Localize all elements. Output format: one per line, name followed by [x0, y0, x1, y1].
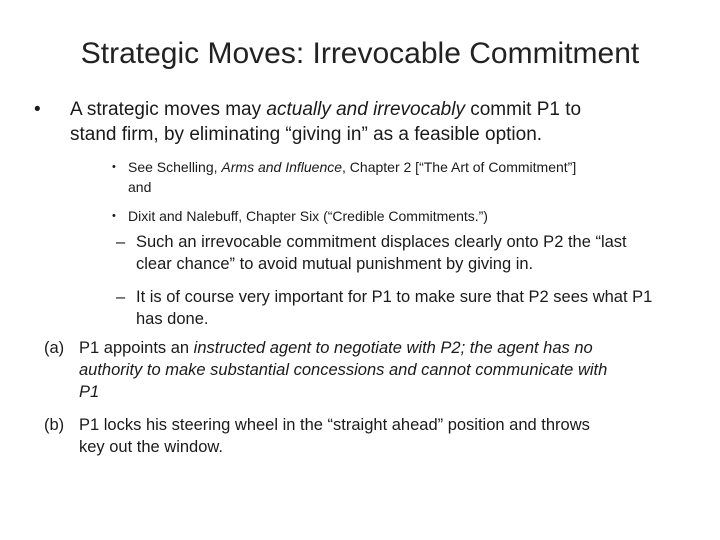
- book-title: Arms and Influence: [221, 159, 343, 175]
- item-line-1: P1 locks his steering wheel in the “straight ahead” position and throws: [79, 416, 590, 434]
- bullet-marker: •: [112, 210, 116, 222]
- item-marker: (b): [44, 416, 65, 434]
- text-segment: , Chapter 2 [“The Art of Commitment”]: [342, 159, 577, 175]
- text-segment: See Schelling,: [128, 159, 222, 175]
- dash-marker: –: [116, 288, 126, 306]
- text-segment: commit P1 to: [464, 99, 582, 120]
- emphasis-text: actually and irrevocably: [266, 99, 465, 120]
- sub-point-line-1: It is of course very important for P1 to make sure that P2 sees what P1: [136, 288, 653, 306]
- reference-text: Dixit and Nalebuff, Chapter Six (“Credible Commitments.”): [128, 208, 488, 224]
- bullet-marker: •: [112, 161, 116, 173]
- sub-point-line-2: has done.: [136, 310, 209, 328]
- text-segment: P1 appoints an: [79, 339, 194, 357]
- item-marker: (a): [44, 339, 65, 357]
- item-b-steering-wheel: [44, 414, 590, 458]
- sub-point-line-2: clear chance” to avoid mutual punishment by giving in.: [136, 255, 534, 273]
- sub-point-p2-sees: [116, 286, 652, 330]
- reference-dixit-nalebuff: [112, 206, 488, 226]
- bullet-marker: •: [34, 99, 41, 120]
- bullet-line-1: [34, 97, 674, 122]
- item-line-2: key out the window.: [79, 438, 224, 456]
- item-line-3: P1: [79, 383, 100, 401]
- bullet-line-2: stand firm, by eliminating “giving in” as a feasible option.: [70, 124, 543, 145]
- emphasis-text: instructed agent to negotiate with P2; the agent has no: [193, 339, 593, 357]
- item-line-2: authority to make substantial concessions and cannot communicate with: [79, 361, 608, 379]
- dash-marker: –: [116, 233, 126, 251]
- reference-line-1: [112, 157, 576, 177]
- sub-point-line-1: Such an irrevocable commitment displaces clearly onto P2 the “last: [136, 233, 627, 251]
- slide-title: Strategic Moves: Irrevocable Commitment: [80, 37, 640, 70]
- reference-line-2: and: [128, 179, 152, 195]
- item-line-1: [44, 337, 607, 359]
- sub-point-last-clear-chance: [116, 231, 627, 275]
- text-segment: A strategic moves may: [70, 99, 267, 120]
- item-a-instructed-agent: [44, 337, 607, 403]
- bullet-irrevocable-commit: [34, 97, 674, 147]
- reference-schelling: [112, 157, 576, 197]
